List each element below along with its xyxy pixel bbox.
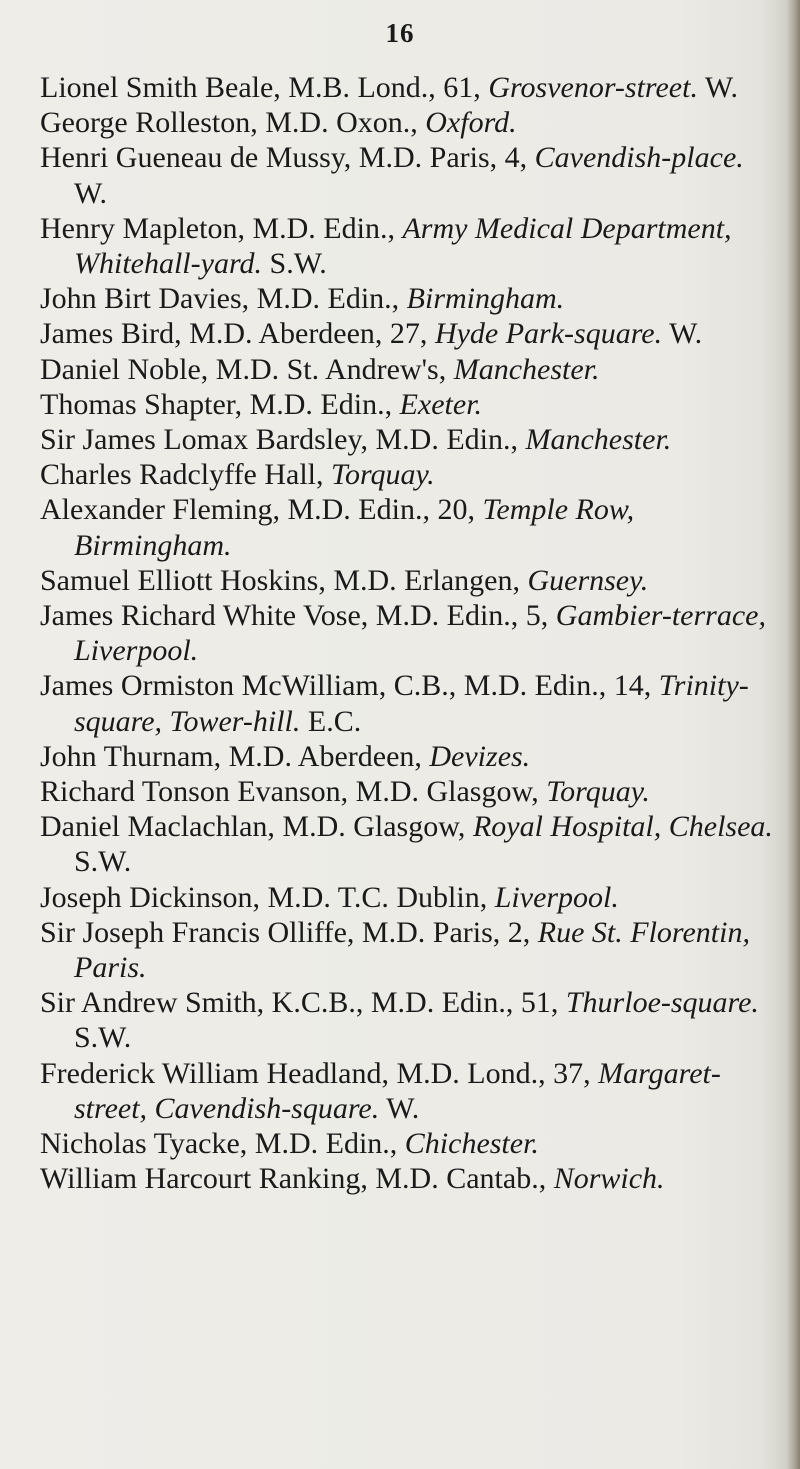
list-item (40, 668, 775, 738)
list-item (40, 985, 775, 1055)
entry-place: Manchester. (453, 352, 600, 386)
entry-place: Torquay. (546, 775, 650, 809)
list-item (40, 1161, 775, 1196)
list-item (40, 563, 775, 598)
entry-place: Trinity-square, Tower-hill. (74, 669, 749, 738)
list-item (40, 598, 775, 668)
entry-name: Daniel Maclachlan, M.D. Glasgow, (40, 810, 466, 844)
entry-name: Sir James Lomax Bardsley, M.D. Edin., (40, 423, 518, 457)
entry-place: Chichester. (404, 1127, 539, 1161)
entry-place: Thurloe-square. (565, 986, 759, 1020)
entry-name: James Richard White Vose, M.D. Edin., 5, (40, 599, 549, 633)
entry-name: Charles Radclyffe Hall, (40, 458, 324, 492)
entry-place: Liverpool. (494, 880, 619, 914)
entry-place: Birmingham. (406, 282, 565, 316)
list-item (40, 281, 775, 316)
entry-place: Rue St. Florentin, Paris. (74, 915, 750, 985)
entry-suffix: E.C. (307, 704, 362, 738)
entry-name: William Harcourt Ranking, M.D. Cantab., (40, 1162, 547, 1196)
entry-name: Frederick William Headland, M.D. Lond., 37, (40, 1056, 591, 1090)
entry-name: Thomas Shapter, M.D. Edin., (40, 387, 393, 421)
entry-place: Hyde Park-square. (434, 317, 663, 351)
entry-name: Henri Gueneau de Mussy, M.D. Paris, 4, (40, 141, 528, 175)
entry-place: Exeter. (399, 387, 483, 421)
list-item (40, 316, 775, 351)
entry-name: Richard Tonson Evanson, M.D. Glasgow, (40, 775, 539, 809)
entry-place: Temple Row, Birmingham. (74, 493, 635, 562)
entry-name: Joseph Dickinson, M.D. T.C. Dublin, (40, 880, 488, 914)
entry-name: Sir Andrew Smith, K.C.B., M.D. Edin., 51, (40, 986, 559, 1020)
entry-list (40, 70, 775, 1197)
page-number: 16 (385, 18, 415, 48)
entry-name: John Thurnam, M.D. Aberdeen, (40, 739, 422, 773)
list-item (40, 70, 775, 105)
entry-suffix: S.W. (74, 1021, 132, 1055)
list-item (40, 1126, 775, 1161)
list-item (40, 774, 775, 809)
entry-name: John Birt Davies, M.D. Edin., (40, 282, 400, 316)
entry-place: Torquay. (331, 458, 435, 492)
entry-place: Guernsey. (527, 563, 649, 597)
entry-place: Norwich. (553, 1162, 665, 1196)
list-item (40, 422, 775, 457)
entry-place: Manchester. (525, 423, 672, 457)
entry-place: Devizes. (429, 739, 531, 773)
entry-name: Alexander Fleming, M.D. Edin., 20, (40, 493, 475, 527)
entry-name: James Ormiston McWilliam, C.B., M.D. Edin., 14, (40, 669, 652, 703)
entry-suffix: S.W. (269, 247, 327, 281)
list-item (40, 457, 775, 492)
entry-place: Margaret-street, Cavendish-square. (74, 1056, 721, 1125)
list-item (40, 140, 775, 210)
entry-name: Daniel Noble, M.D. St. Andrew's, (40, 352, 447, 386)
entry-name: Samuel Elliott Hoskins, M.D. Erlangen, (40, 563, 520, 597)
entry-place: Gambier-terrace, Liverpool. (74, 599, 766, 668)
list-item (40, 211, 775, 281)
entry-name: Sir Joseph Francis Olliffe, M.D. Paris, 2, (40, 915, 531, 949)
list-item (40, 352, 775, 387)
entry-suffix: W. (74, 176, 108, 210)
list-item (40, 1056, 775, 1126)
entry-place: Grosvenor-street. (488, 71, 698, 104)
entry-suffix: W. (669, 317, 703, 351)
entry-suffix: S.W. (74, 845, 132, 879)
entry-name: George Rolleston, M.D. Oxon., (40, 106, 418, 140)
list-item (40, 492, 775, 562)
entry-suffix: W. (704, 71, 738, 104)
entry-suffix: W. (386, 1091, 420, 1125)
entry-place: Royal Hospital, Chelsea. (472, 810, 773, 844)
list-item (40, 387, 775, 422)
entry-name: Henry Mapleton, M.D. Edin., (40, 211, 395, 245)
entry-name: Nicholas Tyacke, M.D. Edin., (40, 1127, 398, 1161)
entry-place: Oxford. (425, 106, 517, 140)
entry-name: Lionel Smith Beale, M.B. Lond., 61, (40, 71, 481, 104)
entry-place: Cavendish-place. (534, 141, 744, 175)
list-item (40, 739, 775, 774)
entry-place: Army Medical Department, Whitehall-yard. (74, 211, 732, 281)
page-edge-shadow (786, 0, 800, 1469)
entry-name: James Bird, M.D. Aberdeen, 27, (40, 317, 428, 351)
list-item (40, 880, 775, 915)
list-item (40, 915, 775, 985)
list-item (40, 809, 775, 879)
list-item (40, 105, 775, 140)
